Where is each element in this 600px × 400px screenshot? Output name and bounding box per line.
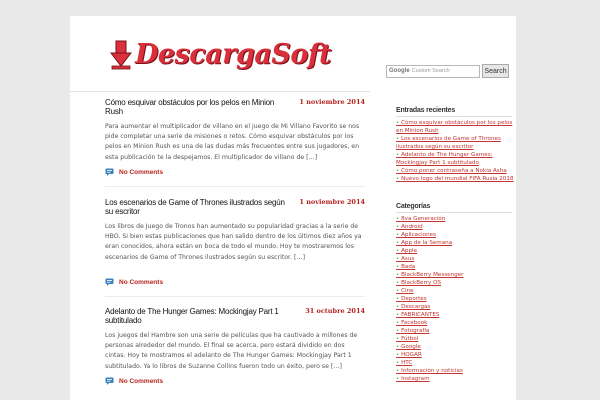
search-placeholder: Custom Search xyxy=(411,68,450,74)
category-link[interactable]: • Asus xyxy=(396,255,514,263)
category-link[interactable]: • Google xyxy=(396,343,514,351)
category-link[interactable]: • Deportes xyxy=(396,295,514,303)
search-button[interactable]: Search xyxy=(482,64,509,78)
category-link[interactable]: • Android xyxy=(396,223,514,231)
post-title-link[interactable]: Cómo esquivar obstáculos por los pelos en Minion Rush xyxy=(105,98,275,116)
post-date: 1 noviembre 2014 xyxy=(299,98,365,106)
widget-divider xyxy=(396,212,512,213)
category-link[interactable]: • Bada xyxy=(396,263,514,271)
recent-post-link[interactable]: • Nuevo logo del mundial FIFA Rusia 2018 xyxy=(396,175,514,183)
logo-text: DescargaSoft xyxy=(135,39,331,70)
search-form xyxy=(386,64,509,78)
google-label: Google xyxy=(389,68,410,74)
post-excerpt: Los juegos del Hambre son una serie de películas que ha cautivado a millones de personas alrededor del mundo. El final se acerca, pero estará dividido en dos cintas. Hoy te mostramos el adelanto de The Hunger Games: Mockingjay Part 1 subtitulado. Ya lo libros de Suzanne Collins fueron todo un éxito, pero se […] xyxy=(105,332,358,370)
comments-label: No Comments xyxy=(119,278,164,286)
category-link[interactable]: • Descargas xyxy=(396,303,514,311)
comments-label: No Comments xyxy=(119,377,164,385)
category-link[interactable]: • Fotografía xyxy=(396,327,514,335)
comment-bubble-icon xyxy=(105,168,114,176)
category-link[interactable]: • Cine xyxy=(396,287,514,295)
category-link[interactable]: • Aplicaciones xyxy=(396,231,514,239)
recent-post-link[interactable]: • Cómo esquivar obstáculos por los pelos en Minion Rush xyxy=(396,119,514,135)
category-link[interactable]: • Apple xyxy=(396,247,514,255)
category-link[interactable]: • BlackBerry OS xyxy=(396,279,514,287)
recent-posts-title: Entradas recientes xyxy=(396,107,456,114)
category-link[interactable]: • 8va Generación xyxy=(396,215,514,223)
category-link[interactable]: • Información y noticias xyxy=(396,367,514,375)
post-title-link[interactable]: Los escenarios de Game of Thrones ilustrados según su escritor xyxy=(105,198,285,216)
recent-post-link[interactable]: • Adelanto de The Hunger Games: Mockingjay Part 1 subtitulado xyxy=(396,151,514,167)
category-link[interactable]: • Instagram xyxy=(396,375,514,383)
recent-post-link[interactable]: • Cómo poner contraseña a Nokia Asha xyxy=(396,167,514,175)
widget-divider xyxy=(396,116,512,117)
recent-posts-list xyxy=(396,119,514,183)
category-link[interactable]: • HOGAR xyxy=(396,351,514,359)
sidebar xyxy=(396,92,514,383)
comments-link[interactable] xyxy=(105,168,163,176)
comment-bubble-icon xyxy=(105,278,114,286)
category-link[interactable]: • HTC xyxy=(396,359,514,367)
post-divider xyxy=(105,296,365,297)
search-input[interactable] xyxy=(386,65,480,78)
category-link[interactable]: • BlackBerry Messenger xyxy=(396,271,514,279)
download-arrow-icon xyxy=(110,40,132,70)
post-excerpt: Los libros de Juego de Tronos han aumentado su popularidad gracias a la serie de HBO. Si bien estas publicaciones que han salido dentro de los últimos diez años ya eran conocidos, ahora están en boca de todo el mundo. Hoy te mostraremos los escenarios de Game of Thrones ilustrados según su escritor. […] xyxy=(105,223,362,261)
comment-bubble-icon xyxy=(105,377,114,385)
comments-label: No Comments xyxy=(119,168,164,176)
post-date: 1 noviembre 2014 xyxy=(299,198,365,206)
category-link[interactable]: • Facebook xyxy=(396,319,514,327)
post-date: 31 octubre 2014 xyxy=(305,307,365,315)
recent-post-link[interactable]: • Los escenarios de Game of Thrones ilustrados según su escritor xyxy=(396,135,514,151)
comments-link[interactable] xyxy=(105,278,163,286)
post-title-link[interactable]: Adelanto de The Hunger Games: Mockingjay Part 1 subtitulado xyxy=(105,307,279,325)
comments-link[interactable] xyxy=(105,377,163,385)
category-link[interactable]: • FABRICANTES xyxy=(396,311,514,319)
page-container xyxy=(70,16,516,400)
category-link[interactable]: • Fútbol xyxy=(396,335,514,343)
categories-list xyxy=(396,215,514,383)
post-divider xyxy=(105,186,365,187)
header-divider xyxy=(70,91,370,92)
categories-title: Categorías xyxy=(396,203,431,210)
category-link[interactable]: • App de la Semana xyxy=(396,239,514,247)
site-logo[interactable] xyxy=(110,40,331,70)
post-excerpt: Para aumentar el multiplicador de villano en el juego de Mi Villano Favorito se nos pide completar una serie de misiones o retos. Cómo esquivar obstáculos por los pelos en Minion Rush es una de las dudas más frecuentes entre sus jugadores, en esta publicación te la despejamos. El multiplicador de villano de […] xyxy=(105,123,360,161)
